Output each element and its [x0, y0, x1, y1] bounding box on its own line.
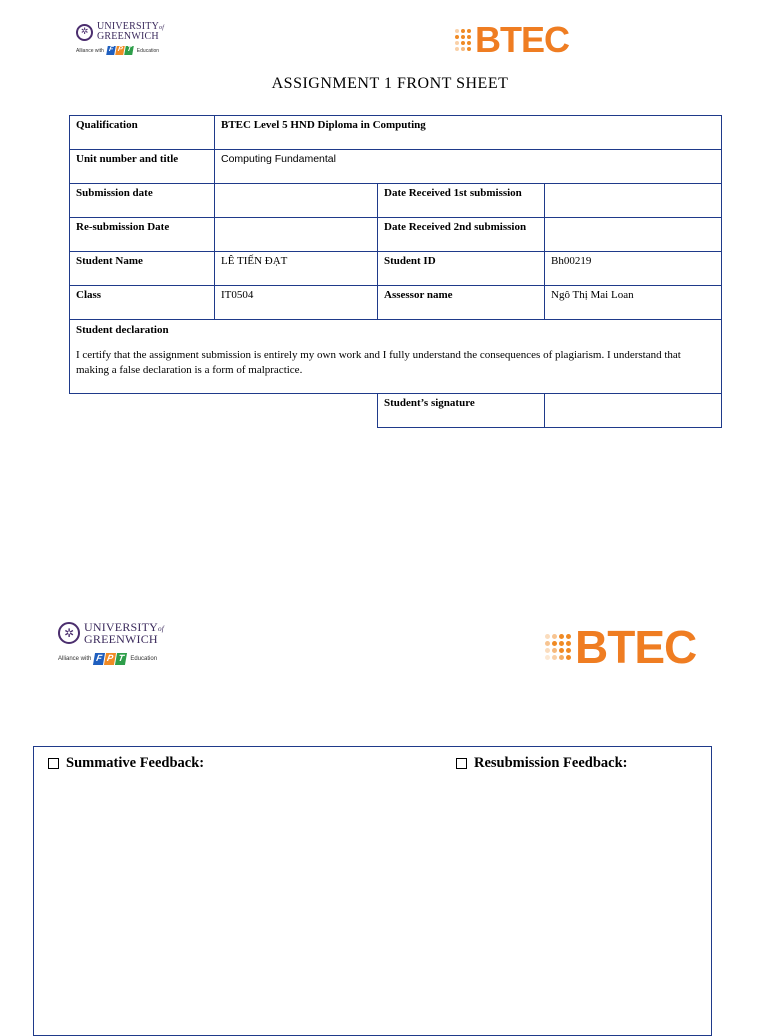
university-line1: UNIVERSITY — [97, 21, 159, 32]
university-of: of — [158, 625, 164, 633]
declaration-cell — [70, 320, 722, 394]
resubmission-feedback-option[interactable] — [456, 755, 627, 772]
qualification-label: Qualification — [70, 116, 215, 150]
summative-feedback-option[interactable] — [48, 755, 204, 772]
university-line2: GREENWICH — [97, 31, 159, 42]
resubmission-date-value — [215, 218, 378, 252]
signature-value — [545, 394, 722, 428]
page-title: ASSIGNMENT 1 FRONT SHEET — [271, 75, 509, 92]
summative-feedback-label: Summative Feedback: — [66, 755, 205, 771]
university-seal-icon: ✲ — [76, 24, 93, 41]
btec-dots-icon — [545, 634, 571, 660]
table-row — [70, 320, 722, 394]
alliance-prefix: Alliance with — [58, 656, 92, 663]
alliance-prefix: Alliance with — [76, 47, 104, 54]
table-row — [70, 218, 722, 252]
unit-value: Computing Fundamental — [215, 150, 722, 184]
feedback-box — [33, 746, 712, 1036]
btec-wordmark: BTEC — [575, 621, 697, 673]
university-greenwich-logo — [58, 621, 164, 665]
university-line2: GREENWICH — [84, 632, 158, 647]
front-sheet-table — [69, 115, 722, 428]
student-name-label: Student Name — [70, 252, 215, 286]
alliance-suffix: Education — [130, 656, 158, 663]
btec-logo — [545, 621, 697, 673]
student-id-value: Bh00219 — [545, 252, 722, 286]
table-row — [70, 394, 722, 428]
class-value: IT0504 — [215, 286, 378, 320]
table-row — [70, 286, 722, 320]
submission-date-value — [215, 184, 378, 218]
student-id-label: Student ID — [378, 252, 545, 286]
table-row — [70, 150, 722, 184]
resubmission-date-label: Re-submission Date — [70, 218, 215, 252]
btec-wordmark: BTEC — [475, 19, 569, 60]
university-line1: UNIVERSITY — [84, 620, 158, 634]
assessor-value: Ngô Thị Mai Loan — [545, 286, 722, 320]
btec-logo — [455, 19, 569, 60]
fpt-logo: F P T — [107, 46, 134, 55]
declaration-label: Student declaration — [76, 324, 169, 336]
alliance-suffix: Education — [136, 47, 160, 54]
resubmission-feedback-label: Resubmission Feedback: — [474, 755, 628, 771]
table-row — [70, 116, 722, 150]
signature-label: Student’s signature — [378, 394, 545, 428]
class-label: Class — [70, 286, 215, 320]
assessor-label: Assessor name — [378, 286, 545, 320]
student-name-value: LÊ TIẾN ĐẠT — [215, 252, 378, 286]
resubmission-checkbox[interactable] — [456, 758, 467, 769]
summative-checkbox[interactable] — [48, 758, 59, 769]
unit-label: Unit number and title — [70, 150, 215, 184]
date-received-1-value — [545, 184, 722, 218]
submission-date-label: Submission date — [70, 184, 215, 218]
fpt-logo: F P T — [94, 653, 127, 665]
date-received-1-label: Date Received 1st submission — [378, 184, 545, 218]
university-seal-icon: ✲ — [58, 622, 80, 644]
qualification-value: BTEC Level 5 HND Diploma in Computing — [215, 116, 722, 150]
table-row — [70, 184, 722, 218]
declaration-text: I certify that the assignment submission is entirely my own work and I fully understand the consequences of plagiarism. I understand that making a false declaration is a form of malpractice. — [76, 349, 681, 376]
university-greenwich-logo — [76, 22, 164, 55]
date-received-2-label: Date Received 2nd submission — [378, 218, 545, 252]
date-received-2-value — [545, 218, 722, 252]
university-of: of — [159, 25, 165, 31]
btec-dots-icon — [455, 29, 471, 51]
table-row — [70, 252, 722, 286]
